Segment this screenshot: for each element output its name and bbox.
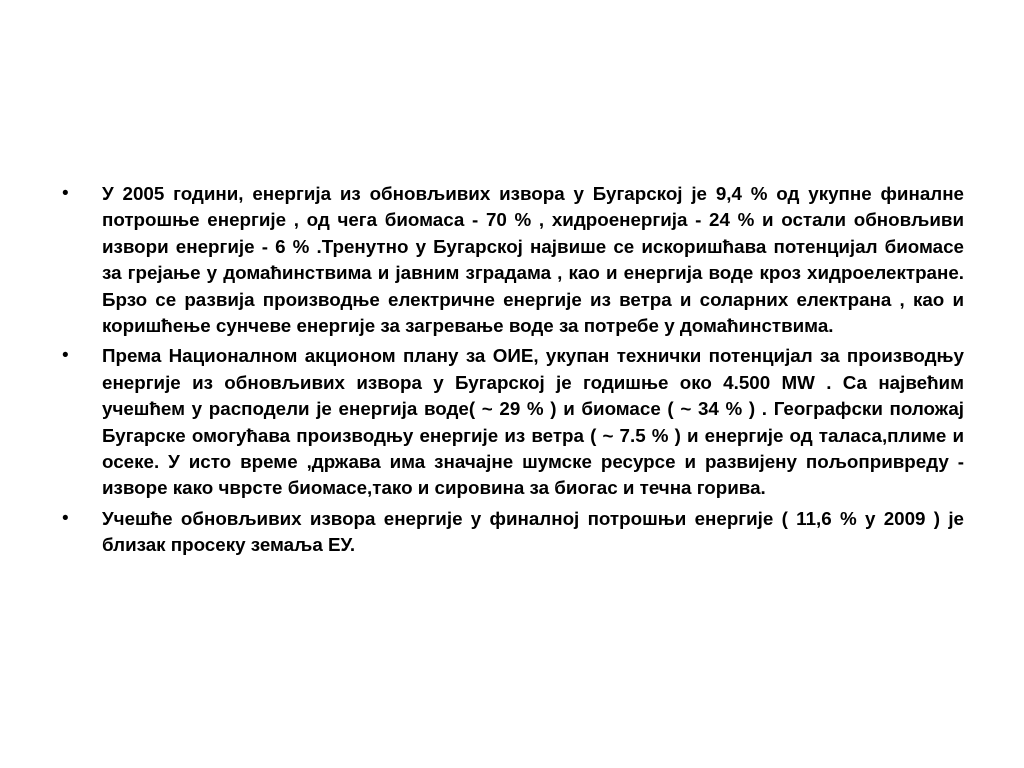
bullet-text: У 2005 години, енергија из обновљивих извора у Бугарској је 9,4 % од укупне финалне потрошње енергије , од чега биомаса - 70 % , хидроенергија - 24 % и остали обновљиви извори енергије - 6 % .Тренутно у Бугарској највише се искоришћава потенцијал биомасе за грејање у домаћинствима и јавним зградама , као и енергија воде кроз хидроелектране. Брзо се развија производње електричне енергије из ветра и соларних електрана , као и коришћење сунчеве енергије за загревање воде за потребе у домаћинствима. <box>102 183 964 337</box>
bullet-icon: • <box>62 345 69 367</box>
bullet-item <box>62 506 964 559</box>
bullet-list <box>62 181 964 559</box>
bullet-text: Према Националном акционом плану за ОИЕ, укупан технички потенцијал за производњу енергије из обновљивих извора у Бугарској је годишње око 4.500 MW . Са највећим учешћем у расподели је енергија воде( ~ 29 % ) и биомасе ( ~ 34 % ) . Географски положај Бугарске омогућава производњу енергије из ветра ( ~ 7.5 % ) и енергије од таласа,плиме и осеке. У исто време ,држава има значајне шумске ресурсе и развијену пољопривреду - изворе како чврсте биомасе,тако и сировина за биогас и течна горива. <box>102 345 964 499</box>
bullet-icon: • <box>62 507 69 529</box>
bullet-item <box>62 181 964 339</box>
slide-body <box>62 181 964 563</box>
bullet-text: Учешће обновљивих извора енергије у финалној потрошњи енергије ( 11,6 % у 2009 ) је близак просеку земаља ЕУ. <box>102 507 964 556</box>
bullet-item <box>62 343 964 501</box>
bullet-icon: • <box>62 183 69 204</box>
